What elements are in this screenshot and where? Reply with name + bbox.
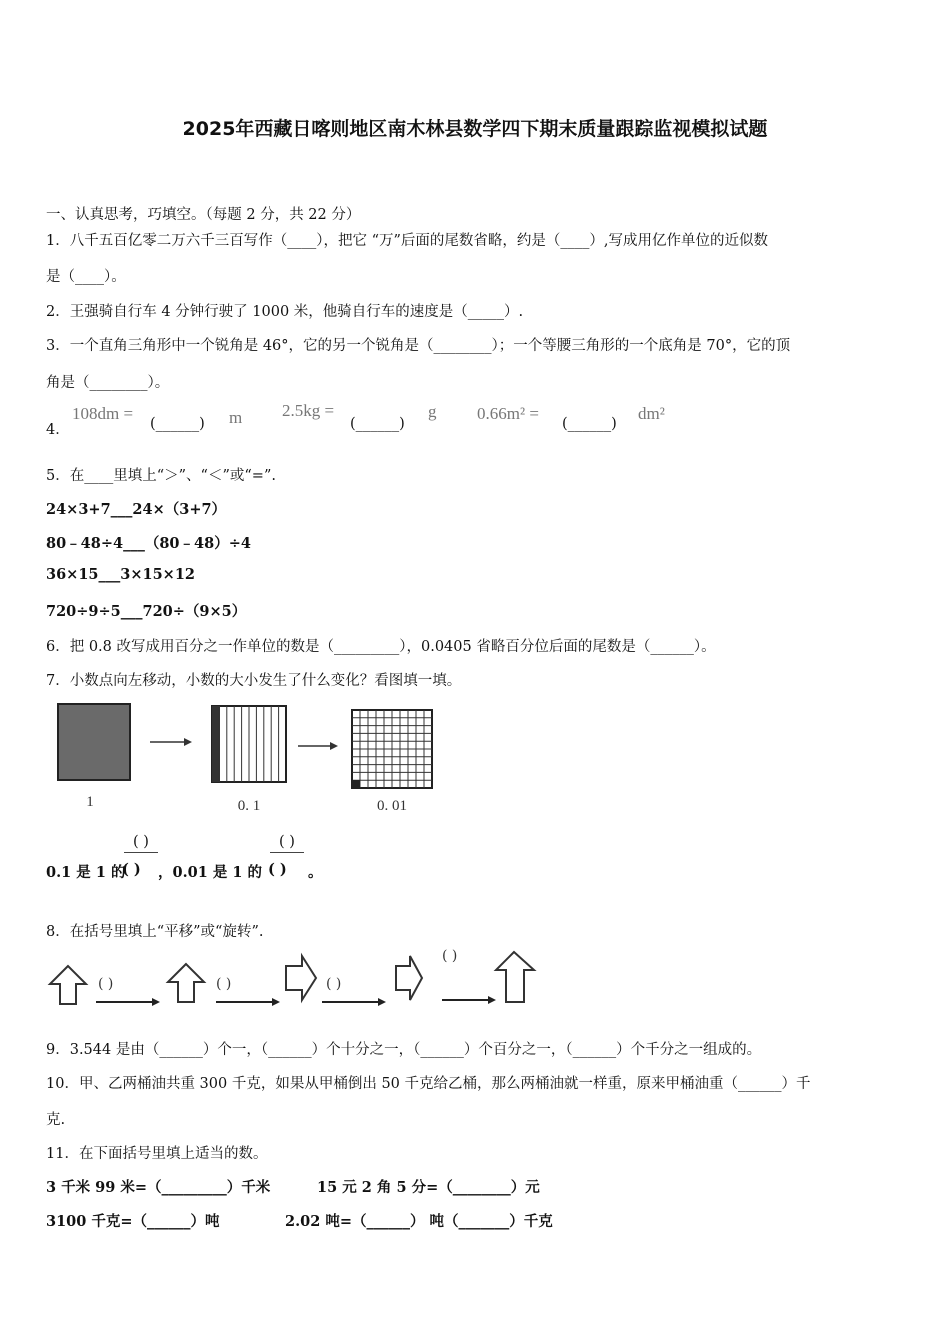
question-3-line-1: 3．一个直角三角形中一个锐角是 46°，它的另一个锐角是（________）；一个等腰三角形的一个底角是 70°，它的顶 — [46, 338, 791, 354]
arrow-icon — [322, 998, 386, 1006]
up-arrow-shape — [496, 952, 534, 1002]
answer-paren: ( ) — [442, 948, 458, 964]
q5-row: 80﹣48÷4___（80﹣48）÷4 — [46, 535, 251, 552]
answer-paren: ( ) — [98, 976, 114, 992]
fraction-1-denominator: ( ) — [122, 861, 141, 878]
answer-text-b: ，0.01 是 1 的 — [158, 864, 263, 881]
transform-arrows-figure — [46, 944, 546, 1016]
question-10-line-2: 克. — [46, 1112, 66, 1128]
arrow-icon — [96, 998, 160, 1006]
question-2: 2．王强骑自行车 4 分钟行驶了 1000 米，他骑自行车的速度是（_____）. — [46, 304, 524, 320]
fraction-bar — [270, 852, 304, 853]
fraction-numerator: ( ) — [133, 834, 149, 850]
question-5-heading: 5．在____里填上“＞”、“＜”或“=”. — [46, 468, 276, 484]
question-7-answer — [46, 861, 446, 885]
q4-blank-3: (______) — [562, 416, 617, 432]
question-11-heading: 11．在下面括号里填上适当的数。 — [46, 1146, 268, 1162]
q4-item-3: 0.66m² = — [477, 404, 539, 423]
q11-item: 15 元 2 角 5 分=（________）元 — [317, 1179, 540, 1196]
question-7-heading: 7．小数点向左移动，小数的大小发生了什么变化？看图填一填。 — [46, 673, 462, 689]
up-arrow-shape — [50, 966, 86, 1004]
label-hundredth: 0. 01 — [377, 798, 407, 814]
question-4-number: 4． — [46, 422, 70, 438]
arrow-icon — [216, 998, 280, 1006]
q5-row: 720÷9÷5___720÷（9×5） — [46, 603, 247, 620]
label-tenth: 0. 1 — [237, 798, 261, 814]
shaded-hundredth — [352, 780, 360, 788]
question-9: 9．3.544 是由（______）个一，（______）个十分之一，（______）个百分之一，（______）个千分之一组成的。 — [46, 1042, 762, 1058]
arrow-icon — [298, 742, 338, 750]
question-1-line-1: 1．八千五百亿零二万六千三百写作（____），把它 “万”后面的尾数省略，约是（____）,写成用亿作单位的近似数 — [46, 233, 769, 249]
q4-blank-2: (______) — [350, 416, 405, 432]
section-heading: 一、认真思考，巧填空。（每题 2 分，共 22 分） — [46, 207, 361, 223]
q4-blank-1: (______) — [150, 416, 205, 432]
question-4 — [46, 401, 746, 444]
right-arrow-shape — [396, 956, 422, 1000]
q11-item: 2.02 吨=（______） 吨（_______）千克 — [285, 1213, 553, 1230]
q11-item: 3 千米 99 米=（_________）千米 — [46, 1179, 271, 1196]
q4-unit-3: dm² — [638, 404, 665, 423]
decimal-grid-figure — [50, 700, 450, 820]
q4-item-1: 108dm = — [72, 404, 134, 423]
shaded-tenth — [212, 706, 220, 782]
answer-paren: ( ) — [216, 976, 232, 992]
answer-paren: ( ) — [326, 976, 342, 992]
question-10-line-1: 10．甲、乙两桶油共重 300 千克，如果从甲桶倒出 50 千克给乙桶，那么两桶油就一样重，原来甲桶油重（______）千 — [46, 1076, 811, 1092]
whole-square — [58, 704, 130, 780]
q4-item-2: 2.5kg = — [282, 401, 335, 420]
question-6: 6．把 0.8 改写成用百分之一作单位的数是（_________），0.0405 省略百分位后面的尾数是（______）。 — [46, 639, 716, 655]
fraction-1 — [118, 834, 164, 853]
question-3-line-2: 角是（________）。 — [46, 375, 170, 391]
answer-text-a: 0.1 是 1 的 — [46, 864, 126, 881]
arrow-icon — [442, 996, 496, 1004]
arrow-icon — [150, 738, 192, 746]
question-1-line-2: 是（____）。 — [46, 269, 126, 285]
answer-end: 。 — [308, 864, 323, 881]
page-title: 2025年西藏日喀则地区南木林县数学四下期末质量跟踪监视模拟试题 — [182, 118, 768, 140]
q4-unit-1: m — [229, 408, 243, 427]
fraction-numerator: ( ) — [279, 834, 295, 850]
q5-row: 36×15___3×15×12 — [46, 566, 196, 583]
fraction-2 — [264, 834, 310, 853]
question-8-heading: 8．在括号里填上“平移”或“旋转”. — [46, 924, 264, 940]
label-one: 1 — [86, 794, 94, 810]
q5-row: 24×3+7___24×（3+7） — [46, 501, 227, 518]
q4-unit-2: g — [428, 402, 437, 421]
up-arrow-shape — [168, 964, 204, 1002]
fraction-2-denominator: ( ) — [268, 861, 287, 878]
right-arrow-shape — [286, 956, 316, 1000]
fraction-bar — [124, 852, 158, 853]
q11-item: 3100 千克=（______）吨 — [46, 1213, 220, 1230]
